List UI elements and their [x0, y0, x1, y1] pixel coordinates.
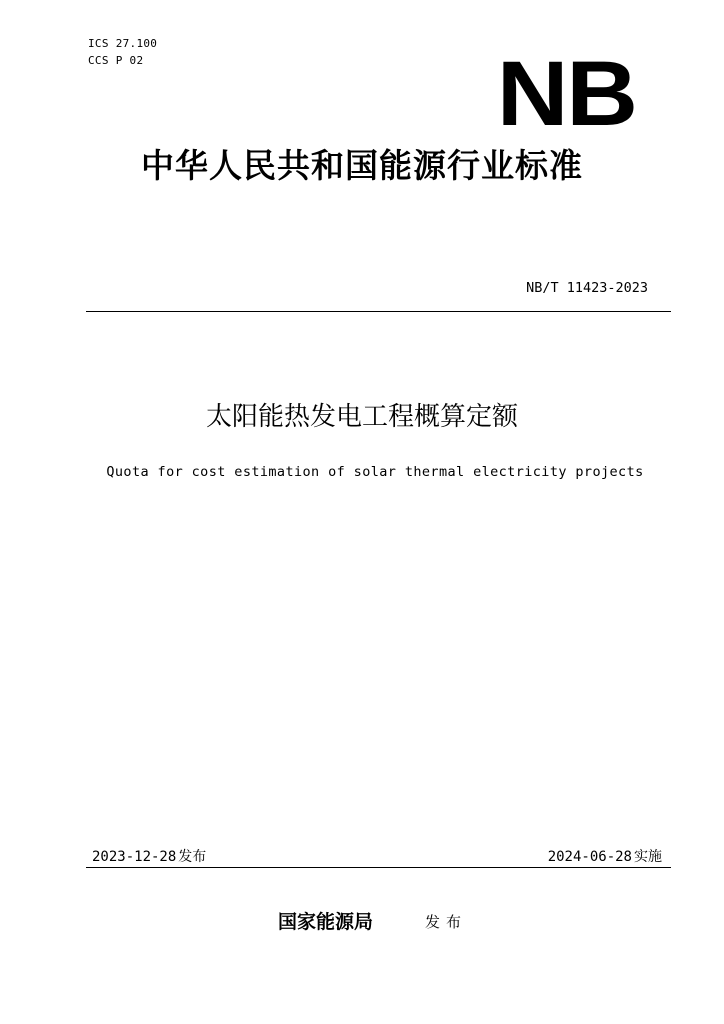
document-title-cn: 太阳能热发电工程概算定额 — [205, 402, 518, 432]
ics-code: ICS 27.100 — [88, 37, 158, 50]
implement-label: 实施 — [634, 849, 662, 865]
ccs-code: CCS P 02 — [88, 54, 144, 67]
publisher-name: 国家能源局 — [278, 911, 374, 933]
standard-number: NB/T 11423-2023 — [526, 280, 648, 296]
issue-date: 2023-12-28 — [92, 849, 177, 865]
top-divider — [86, 311, 671, 312]
issue-date-line — [92, 847, 206, 867]
publish-label: 发布 — [425, 913, 468, 931]
nb-logo: NB — [496, 43, 636, 145]
implement-date-line — [548, 847, 662, 867]
bottom-divider — [86, 867, 671, 868]
standard-category-title: 中华人民共和国能源行业标准 — [141, 146, 583, 185]
implement-date: 2024-06-28 — [547, 849, 632, 865]
issue-label: 发布 — [178, 849, 207, 865]
document-title-en: Quota for cost estimation of solar thermal electricity projects — [106, 464, 644, 480]
